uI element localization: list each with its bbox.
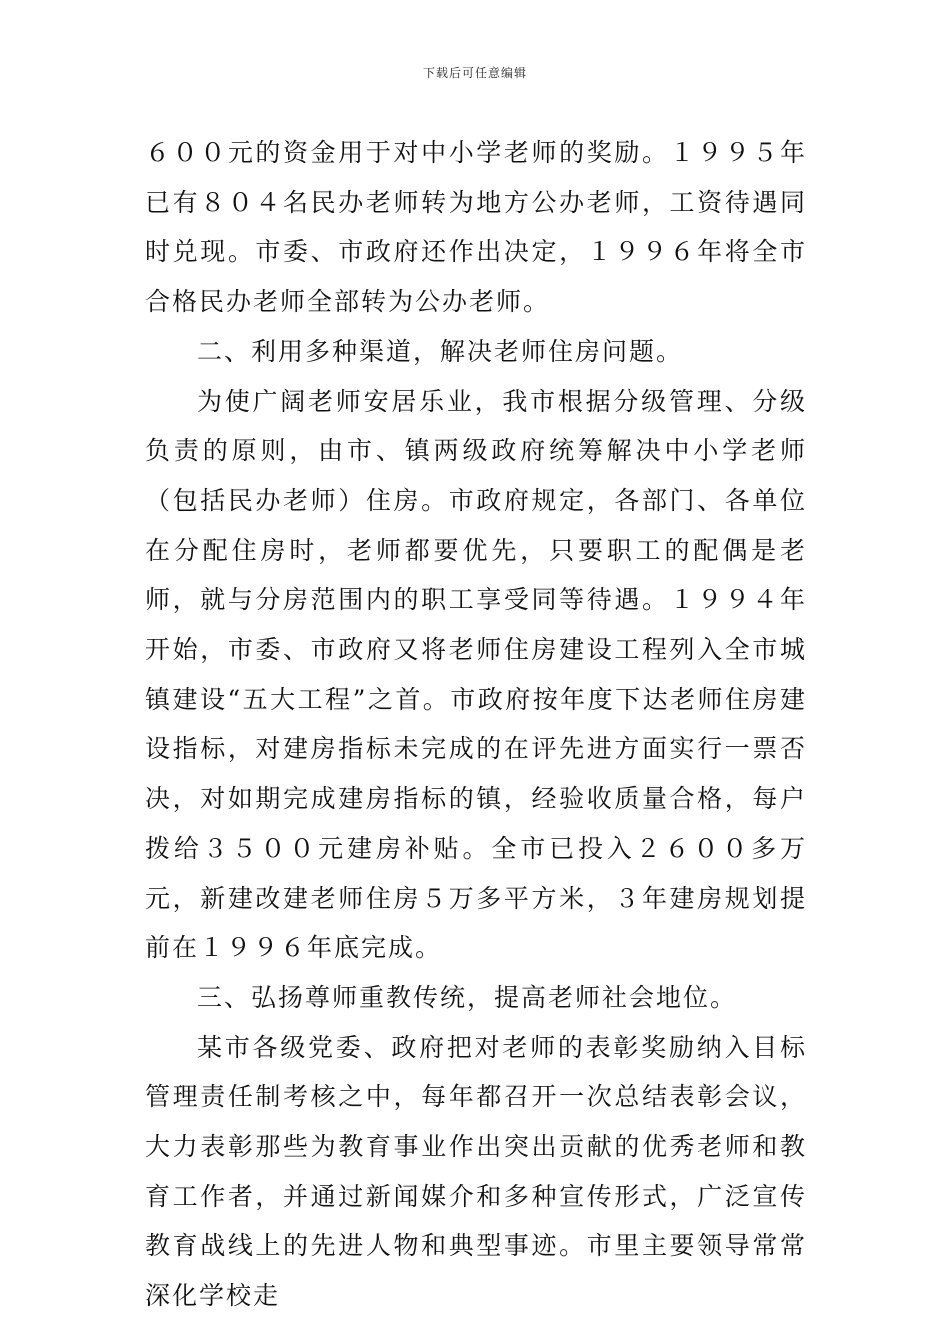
- document-body: [145, 128, 807, 1321]
- paragraph-housing: 为使广阔老师安居乐业，我市根据分级管理、分级负责的原则，由市、镇两级政府统筹解决中小学老师（包括民办老师）住房。市政府规定，各部门、各单位在分配住房时，老师都要优先，只要职工的配偶是老师，就与分房范围内的职工享受同等待遇。１９９４年开始，市委、市政府又将老师住房建设工程列入全市城镇建设“五大工程”之首。市政府按年度下达老师住房建设指标，对建房指标未完成的在评先进方面实行一票否决，对如期完成建房指标的镇，经验收质量合格，每户拨给３５００元建房补贴。全市已投入２６００多万元，新建改建老师住房５万多平方米，３年建房规划提前在１９９６年底完成。: [145, 386, 807, 963]
- section-heading-respect: 三、弘扬尊师重教传统，提高老师社会地位。: [197, 982, 738, 1012]
- section-heading-housing: 二、利用多种渠道，解决老师住房问题。: [197, 336, 684, 366]
- paragraph-respect: 某市各级党委、政府把对老师的表彰奖励纳入目标管理责任制考核之中，每年都召开一次总结表彰会议，大力表彰那些为教育事业作出突出贡献的优秀老师和教育工作者，并通过新闻媒介和多种宣传形式，广泛宣传教育战线上的先进人物和典型事迹。市里主要领导常常深化学校走: [145, 1032, 807, 1311]
- paragraph-continuation: ６００元的资金用于对中小学老师的奖励。１９９５年已有８０４名民办老师转为地方公办老师，工资待遇同时兑现。市委、市政府还作出决定，１９９６年将全市合格民办老师全部转为公办老师。: [145, 138, 807, 317]
- page-header-note: 下载后可任意编辑: [422, 66, 527, 80]
